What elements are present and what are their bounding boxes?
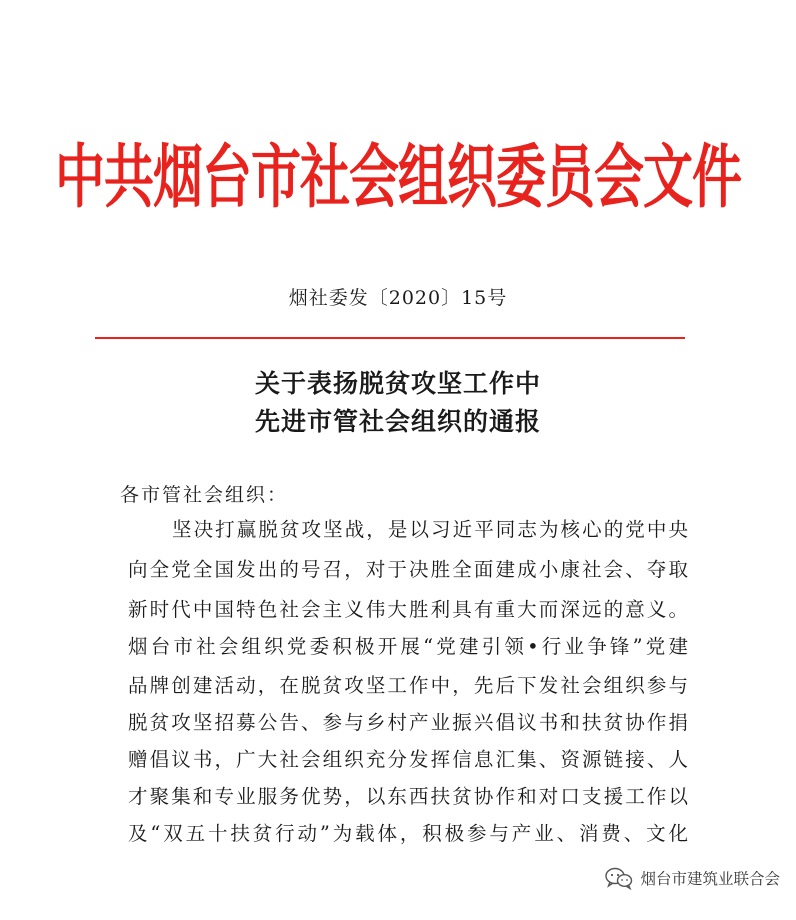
footer-credit [604,866,780,890]
paragraph-line: 坚决打赢脱贫攻坚战，是以习近平同志为核心的党中央 [172,518,688,541]
paragraph-line: 向全党全国发出的号召，对于决胜全面建成小康社会、夺取 [128,558,688,581]
paragraph-line: 品牌创建活动，在脱贫攻坚工作中，先后下发社会组织参与 [128,674,688,697]
footer-credit-text: 烟台市建筑业联合会 [640,870,780,888]
notice-title-line-2: 先进市管社会组织的通报 [254,407,541,436]
document-number: 烟社委发〔2020〕15号 [288,287,508,309]
red-divider [95,337,685,339]
paragraph-line: 烟台市社会组织党委积极开展“党建引领•行业争锋”党建 [128,635,688,658]
paragraph-line: 新时代中国特色社会主义伟大胜利具有重大而深远的意义。 [128,598,688,621]
paragraph-line: 赠倡议书，广大社会组织充分发挥信息汇集、资源链接、人 [128,748,688,771]
paragraph-line: 才聚集和专业服务优势，以东西扶贫协作和对口支援工作以 [128,785,688,808]
notice-title-line-1: 关于表扬脱贫攻坚工作中 [254,369,541,398]
wechat-icon [604,866,634,890]
paragraph-line: 及“双五十扶贫行动”为载体，积极参与产业、消费、文化 [128,822,688,845]
salutation: 各市管社会组织： [120,484,289,506]
document-header-title: 中共烟台市社会组织委员会文件 [55,137,741,218]
paragraph-line: 脱贫攻坚招募公告、参与乡村产业振兴倡议书和扶贫协作捐 [128,711,688,734]
